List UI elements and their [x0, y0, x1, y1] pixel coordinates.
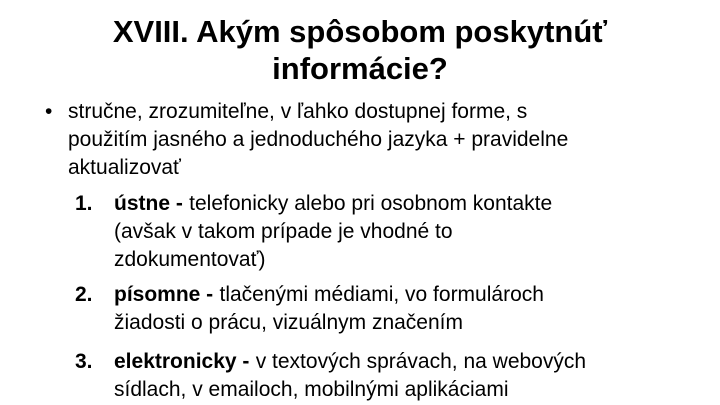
- bullet-item-text: [68, 98, 720, 182]
- numbered-item-1: [0, 190, 720, 274]
- numbered-item-1-line-2: (avšak v takom prípade je vhodné to: [114, 220, 453, 243]
- numbered-item-2-rest: tlačenými médiami, vo formulároch: [219, 283, 544, 306]
- numbered-item-2-number: 2.: [75, 283, 93, 306]
- numbered-item-2-line-1: [114, 281, 720, 309]
- numbered-item-1-lead: ústne -: [114, 192, 183, 215]
- numbered-item-2: [0, 281, 720, 337]
- bullet-line-2: použitím jasného a jednoduchého jazyka + pravidelne: [68, 128, 569, 151]
- slide-title-line-1: XVIII. Akým spôsobom poskytnúť: [112, 14, 608, 49]
- numbered-item-3-lead: elektronicky -: [114, 350, 250, 373]
- numbered-item-2-text: [114, 281, 720, 337]
- numbered-item-3-text: [114, 348, 720, 404]
- numbered-item-1-line-3: zdokumentovať): [114, 248, 266, 271]
- numbered-item-3-line-2: sídlach, v emailoch, mobilnými aplikáciami: [114, 378, 509, 401]
- bullet-line-1: stručne, zrozumiteľne, v ľahko dostupnej forme, s: [68, 100, 528, 123]
- bullet-item: [0, 98, 720, 182]
- slide-title-line-2: informácie?: [272, 51, 448, 86]
- numbered-item-3-line-1: [114, 348, 720, 376]
- numbered-item-1-number: 1.: [75, 192, 93, 215]
- numbered-item-1-line-1: [114, 190, 720, 218]
- numbered-item-3-rest: v textových správach, na webových: [255, 350, 587, 373]
- numbered-item-2-lead: písomne -: [114, 283, 214, 306]
- numbered-item-2-line-2: žiadosti o prácu, vizuálnym značením: [114, 311, 463, 334]
- numbered-item-3: [0, 348, 720, 404]
- numbered-item-1-rest: telefonicky alebo pri osobnom kontakte: [189, 192, 553, 215]
- bullet-marker: •: [45, 100, 53, 123]
- bullet-line-3: aktualizovať: [68, 156, 181, 179]
- numbered-item-3-number: 3.: [75, 350, 93, 373]
- slide-title: [0, 13, 720, 87]
- numbered-item-1-text: [114, 190, 720, 274]
